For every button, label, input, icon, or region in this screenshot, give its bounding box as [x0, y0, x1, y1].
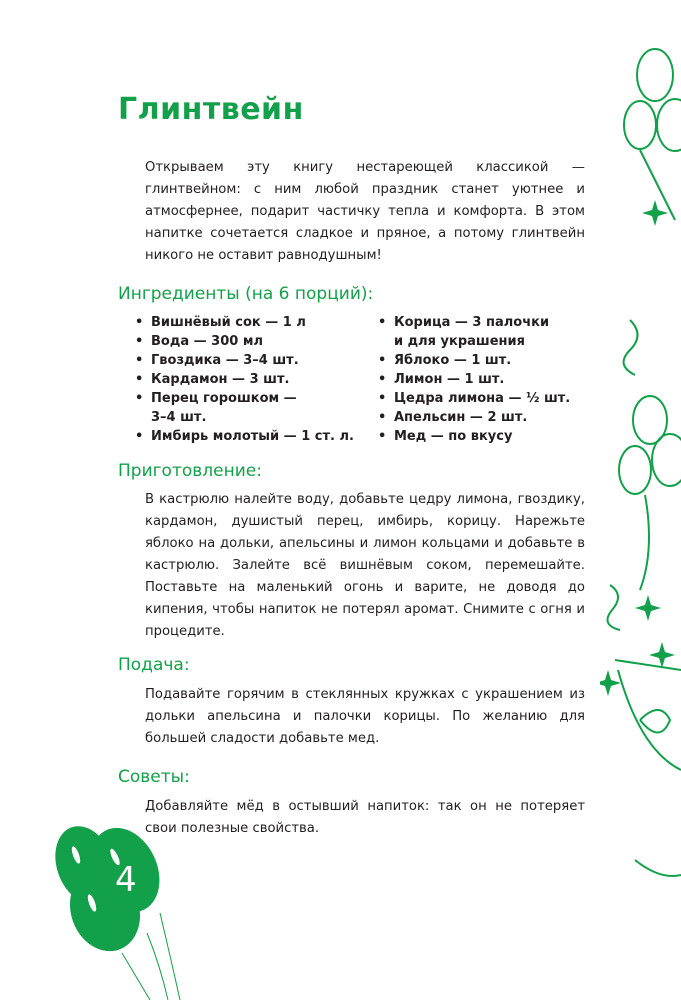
ingredient-item: • Гвоздика — 3–4 шт.	[135, 351, 365, 370]
serving-heading: Подача:	[118, 655, 190, 675]
intro-text: Открываем эту книгу нестареющей классикой — глинтвейном: с ним любой праздник станет уютнее и атмосфернее, подарит частичку тепла и комфорта. В этом напитке сочетается сладкое и пряное, а потому глинтвейн никого не оставит равнодушным!	[145, 160, 585, 263]
ingredient-item: • Корица — 3 палочки и для украшения	[378, 313, 554, 351]
ingredients-heading: Ингредиенты (на 6 порций):	[118, 284, 374, 304]
ingredients-list-left	[135, 313, 365, 446]
preparation-heading: Приготовление:	[118, 461, 262, 481]
tips-heading: Советы:	[118, 767, 190, 787]
ingredient-item: • Перец горошком — 3–4 шт.	[135, 389, 311, 427]
page-number: 4	[115, 860, 137, 900]
tips-text: Добавляйте мёд в остывший напиток: так он не потеряет свои полезные свойства.	[145, 799, 585, 836]
ingredient-item: • Мед — по вкусу	[378, 427, 578, 446]
serving-text: Подавайте горячим в стеклянных кружках с украшением из дольки апельсина и палочки корицы. По желанию для большей сладости добавьте мед.	[145, 687, 585, 746]
ingredient-item: • Цедра лимона — ½ шт.	[378, 389, 578, 408]
balloons-icon	[40, 815, 190, 1000]
ingredient-item: • Яблоко — 1 шт.	[378, 351, 578, 370]
decorative-border-icon	[600, 30, 681, 970]
ingredient-item: • Имбирь молотый — 1 ст. л.	[135, 427, 365, 446]
page-title: Глинтвейн	[118, 92, 304, 127]
ingredient-item: • Вишнёвый сок — 1 л	[135, 313, 365, 332]
ingredient-item: • Лимон — 1 шт.	[378, 370, 578, 389]
ingredient-item: • Апельсин — 2 шт.	[378, 408, 578, 427]
ingredient-item: • Кардамон — 3 шт.	[135, 370, 365, 389]
preparation-text: В кастрюлю налейте воду, добавьте цедру лимона, гвоздику, кардамон, душистый перец, имбирь, корицу. Нарежьте яблоко на дольки, апельсины и лимон кольцами и добавьте в кастрюлю. Залейте всё вишнёвым соком, перемешайте. Поставьте на маленький огонь и варите, не доводя до кипения, чтобы напиток не потерял аромат. Снимите с огня и процедите.	[145, 492, 585, 639]
ingredient-item: • Вода — 300 мл	[135, 332, 365, 351]
ingredients-list-right	[378, 313, 578, 446]
